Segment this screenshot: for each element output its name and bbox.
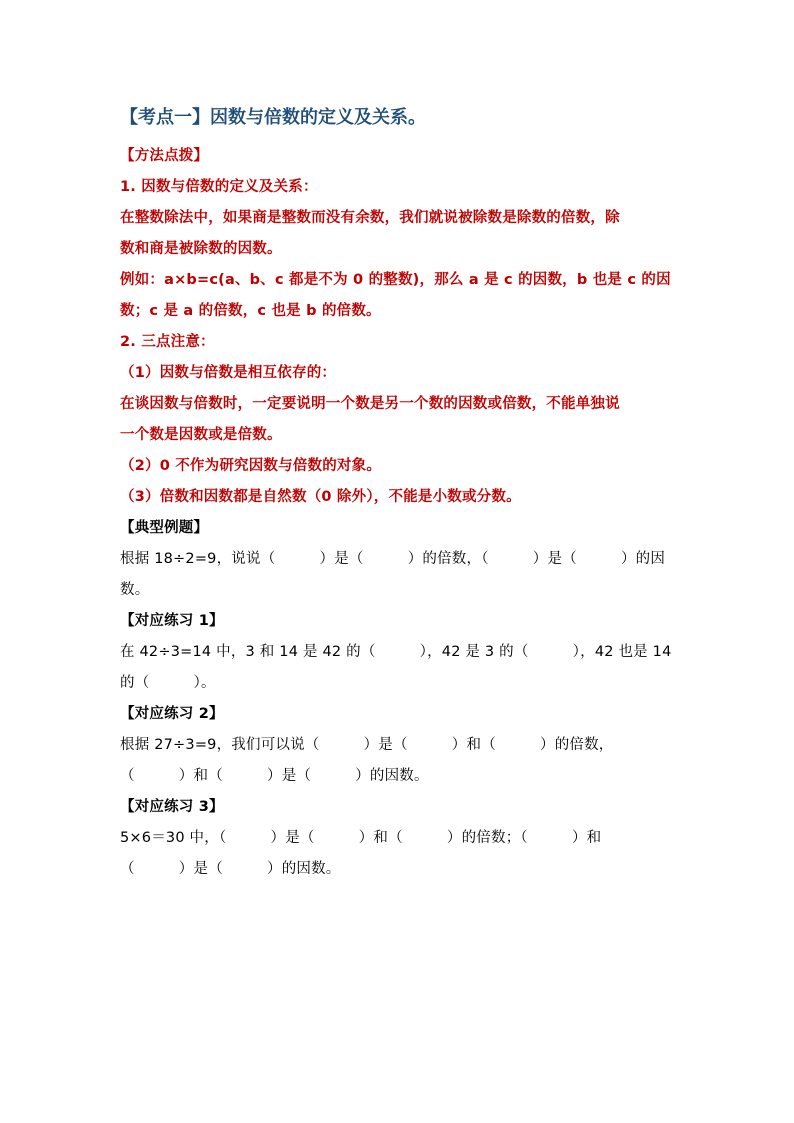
practice2-line1: 根据 27÷3=9，我们可以说（ ）是（ ）和（ ）的倍数， [120, 737, 614, 753]
document-page [120, 104, 680, 885]
practice1-line2: 的（ ）。 [120, 675, 216, 691]
note3: （3）倍数和因数都是自然数（0 除外），不能是小数或分数。 [120, 489, 521, 505]
example-line1: 例如：a×b=c(a、b、c 都是不为 0 的整数)，那么 a 是 c 的因数，b 也是 c 的因 [120, 272, 671, 288]
typical-example-line2: 数。 [120, 582, 150, 598]
practice2-line2: （ ）和（ ）是（ ）的因数。 [120, 768, 429, 784]
practice3-header: 【对应练习 3】 [120, 799, 224, 815]
point1-header: 1. 因数与倍数的定义及关系： [120, 179, 318, 195]
method-header: 【方法点拨】 [120, 148, 209, 164]
example-line2: 数；c 是 a 的倍数，c 也是 b 的倍数。 [120, 303, 381, 319]
point1-text-line1: 在整数除法中，如果商是整数而没有余数，我们就说被除数是除数的倍数，除 [120, 210, 620, 226]
practice1-line1: 在 42÷3=14 中，3 和 14 是 42 的（ ），42 是 3 的（ ），42 也是 14 [120, 644, 672, 660]
note2: （2）0 不作为研究因数与倍数的对象。 [120, 458, 382, 474]
note1-text-line2: 一个数是因数或是倍数。 [120, 427, 282, 443]
note1-text-line1: 在谈因数与倍数时，一定要说明一个数是另一个数的因数或倍数，不能单独说 [120, 396, 620, 412]
practice3-line1: 5×6＝30 中，（ ）是（ ）和（ ）的倍数；（ ）和 [120, 830, 602, 846]
practice1-header: 【对应练习 1】 [120, 613, 224, 629]
note1-header: （1）因数与倍数是相互依存的： [120, 365, 337, 381]
page-title: 【考点一】因数与倍数的定义及关系。 [120, 107, 426, 128]
typical-example-line1: 根据 18÷2=9，说说（ ）是（ ）的倍数，（ ）是（ ）的因 [120, 551, 666, 567]
typical-example-header: 【典型例题】 [120, 520, 209, 536]
practice3-line2: （ ）是（ ）的因数。 [120, 861, 341, 877]
point2-header: 2. 三点注意： [120, 334, 215, 350]
practice2-header: 【对应练习 2】 [120, 706, 224, 722]
point1-text-line2: 数和商是被除数的因数。 [120, 241, 282, 257]
